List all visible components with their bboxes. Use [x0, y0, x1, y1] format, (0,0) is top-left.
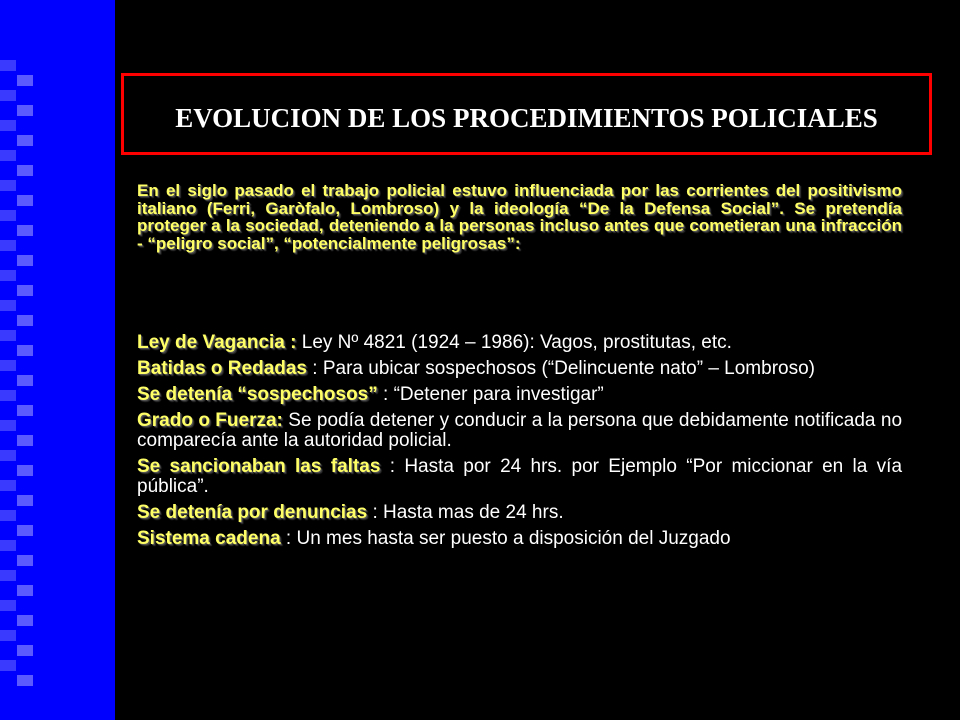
item-key: Se detenía por denuncias	[137, 502, 368, 523]
item-key: Sistema cadena	[137, 528, 281, 549]
item-key: Ley de Vagancia :	[137, 332, 297, 353]
item-text: : “Detener para investigar”	[377, 384, 604, 405]
list-item	[137, 333, 902, 353]
item-text: : Hasta por 24 hrs. por Ejemplo “Por miccionar en la vía pública”.	[137, 456, 903, 497]
item-text: Ley Nº 4821 (1924 – 1986): Vagos, prostitutas, etc.	[296, 332, 732, 353]
list-item	[137, 503, 902, 523]
slide-title: EVOLUCION DE LOS PROCEDIMIENTOS POLICIALES	[175, 103, 878, 133]
item-key: Se sancionaban las faltas	[137, 456, 381, 477]
item-text: Se podía detener y conducir a la persona que debidamente notificada no comparecía ante la autoridad policial.	[137, 410, 903, 451]
item-key: Grado o Fuerza:	[137, 410, 283, 431]
item-list	[137, 333, 902, 555]
list-item	[137, 529, 902, 549]
item-key: Batidas o Redadas	[137, 358, 307, 379]
item-text: : Para ubicar sospechosos (“Delincuente nato” – Lombroso)	[307, 358, 815, 379]
list-item	[137, 385, 902, 405]
list-item	[137, 411, 902, 451]
sidebar-band	[0, 0, 115, 720]
item-text: : Un mes hasta ser puesto a disposición del Juzgado	[280, 528, 731, 549]
list-item	[137, 457, 902, 497]
item-text: : Hasta mas de 24 hrs.	[367, 502, 564, 523]
intro-paragraph: En el siglo pasado el trabajo policial estuvo influenciada por las corrientes del positivismo italiano (Ferri, Garòfalo, Lombroso) y la ideología “De la Defensa Social”. Se pretendía proteger a la sociedad, deteniendo a la personas incluso antes que cometieran una infracción - “peligro social”, “potencialmente peligrosas”:	[137, 181, 902, 253]
item-key: Se detenía “sospechosos”	[137, 384, 378, 405]
title-box	[121, 73, 932, 155]
decorative-squares	[0, 60, 34, 690]
list-item	[137, 359, 902, 379]
